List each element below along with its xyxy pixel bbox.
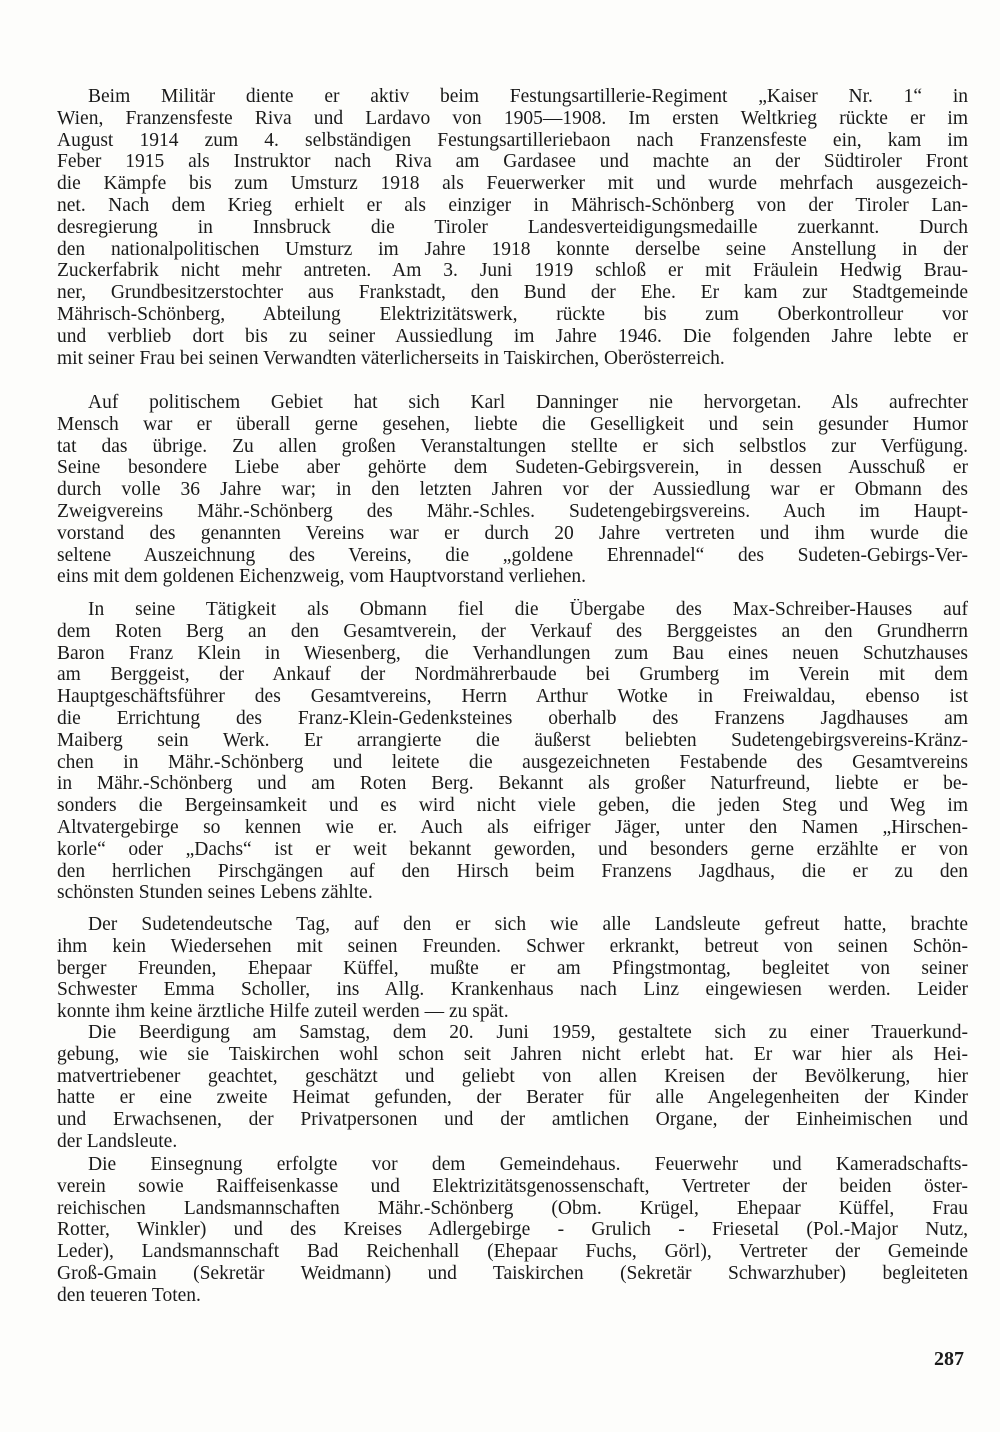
paragraph-military-career <box>57 86 968 369</box>
text-line: seltene Auszeichnung des Vereins, die „goldene Ehrennadel“ des Sudeten-Gebirgs-Ver- <box>57 544 968 566</box>
paragraph-consecration <box>57 1154 968 1307</box>
text-line: Maiberg sein Werk. Er arrangierte die äußerst beliebten Sudetengebirgsvereins-Kränz- <box>57 729 968 751</box>
text-line: in Mähr.-Schönberg und am Roten Berg. Bekannt als großer Naturfreund, liebte er be- <box>57 773 968 795</box>
text-line: ner, Grundbesitzerstochter aus Frankstadt, den Bund der Ehe. Er kam zur Stadtgemeinde <box>57 282 968 304</box>
text-line: Mensch war er überall gerne gesehen, liebte die Geselligkeit und sein gesunder Humor <box>57 413 968 435</box>
text-line: schönsten Stunden seines Lebens zählte. <box>57 882 373 904</box>
text-line: den nationalpolitischen Umsturz im Jahre 1918 konnte derselbe seine Anstellung in der <box>57 238 968 260</box>
text-line: tat das übrige. Zu allen großen Veranstaltungen stellte er sich selbstlos zur Verfügung. <box>57 435 968 457</box>
text-line: Zweigvereins Mähr.-Schönberg des Mähr.-Schles. Sudetengebirgsvereins. Auch im Haupt- <box>57 500 968 522</box>
text-line: Feber 1915 als Instruktor nach Riva am Gardasee und machte an der Südtiroler Front <box>57 151 968 173</box>
page-number: 287 <box>934 1348 964 1370</box>
text-line: Baron Franz Klein in Wiesenberg, die Verhandlungen zum Bau eines neuen Schutzhauses <box>57 642 968 664</box>
text-line: korle“ oder „Dachs“ ist er weit bekannt geworden, und besonders gerne erzählte er von <box>57 838 968 860</box>
text-line: desregierung in Innsbruck die Tiroler Landesverteidigungsmedaille zuerkannt. Durch <box>57 216 968 238</box>
text-line: mit seiner Frau bei seinen Verwandten väterlicherseits in Taiskirchen, Oberösterreich. <box>57 347 725 369</box>
text-line: die Errichtung des Franz-Klein-Gedenksteines oberhalb des Franzens Jagdhauses am <box>57 707 968 729</box>
text-line: Die Beerdigung am Samstag, dem 20. Juni 1959, gestaltete sich zu einer Trauerkund- <box>88 1022 968 1043</box>
text-line: berger Freunden, Ehepaar Küffel, mußte er am Pfingstmontag, begleitet von seiner <box>57 957 968 979</box>
text-line: Groß-Gmain (Sekretär Weidmann) und Taiskirchen (Sekretär Schwarzhuber) begleiteten <box>57 1262 968 1284</box>
text-line: Schwester Emma Scholler, ins Allg. Krankenhaus nach Linz eingewiesen werden. Leider <box>57 979 968 1001</box>
text-line: Zuckerfabrik nicht mehr antreten. Am 3. Juni 1919 schloß er mit Fräulein Hedwig Brau- <box>57 260 968 282</box>
text-line: und Erwachsenen, der Privatpersonen und der amtlichen Organe, der Einheimischen und <box>57 1109 968 1131</box>
text-line: den teueren Toten. <box>57 1284 201 1306</box>
paragraph-illness <box>57 914 968 1023</box>
text-line: hatte er eine zweite Heimat gefunden, der Berater für alle Angelegenheiten der Kinder <box>57 1087 968 1109</box>
text-line: am Berggeist, der Ankauf der Nordmährerbaude bei Grumberg im Verein mit dem <box>57 664 968 686</box>
text-line: gebung, wie sie Taiskirchen wohl schon seit Jahren nicht erlebt hat. Er war hier als Hei- <box>57 1043 968 1065</box>
text-line: ihm kein Wiedersehen mit seinen Freunden. Schwer erkrankt, betreut von seinen Schön- <box>57 935 968 957</box>
text-line: eins mit dem goldenen Eichenzweig, vom Hauptvorstand verliehen. <box>57 566 587 588</box>
text-line: Mährisch-Schönberg, Abteilung Elektrizitätswerk, rückte bis zum Oberkontrolleur vor <box>57 303 968 325</box>
text-line: Hauptgeschäftsführer des Gesamtvereins, Herrn Arthur Wotke in Freiwaldau, ebenso ist <box>57 686 968 708</box>
paragraph-funeral <box>57 1022 968 1153</box>
text-line: Altvatergebirge so kennen wie er. Auch als eifriger Jäger, unter den Namen „Hirschen- <box>57 816 968 838</box>
text-line: und verblieb dort bis zu seiner Aussiedlung im Jahre 1946. Die folgenden Jahre lebte er <box>57 325 968 347</box>
text-line: Wien, Franzensfeste Riva und Lardavo von 1905—1908. Im ersten Weltkrieg rückte er im <box>57 107 968 129</box>
text-line: Leder), Landsmannschaft Bad Reichenhall (Ehepaar Fuchs, Görl), Vertreter der Gemeinde <box>57 1241 968 1263</box>
text-line: Die Einsegnung erfolgte vor dem Gemeindehaus. Feuerwehr und Kameradschafts- <box>88 1154 968 1175</box>
text-line: August 1914 zum 4. selbständigen Festungsartilleriebaon nach Franzensfeste ein, kam im <box>57 129 968 151</box>
text-line: konnte ihm keine ärztliche Hilfe zuteil werden — zu spät. <box>57 1001 509 1023</box>
paragraph-club-activities <box>57 392 968 588</box>
text-line: net. Nach dem Krieg erhielt er als einziger in Mährisch-Schönberg von der Tiroler Lan- <box>57 194 968 216</box>
text-line: Beim Militär diente er aktiv beim Festungsartillerie-Regiment „Kaiser Nr. 1“ in <box>88 86 968 107</box>
text-line: die Kämpfe bis zum Umsturz 1918 als Feuerwerker mit und wurde mehrfach ausgezeich- <box>57 173 968 195</box>
text-line: dem Roten Berg an den Gesamtverein, der Verkauf des Berggeistes an den Grundherrn <box>57 620 968 642</box>
paragraph-chairman-work <box>57 599 968 904</box>
text-line: sonders die Bergeinsamkeit und es wird nicht viele geben, die jeden Steg und Weg im <box>57 795 968 817</box>
text-line: Seine besondere Liebe aber gehörte dem Sudeten-Gebirgsverein, in dessen Ausschuß er <box>57 457 968 479</box>
text-line: Der Sudetendeutsche Tag, auf den er sich wie alle Landsleute gefreut hatte, brachte <box>88 914 968 935</box>
text-line: vorstand des genannten Vereins war er durch 20 Jahre vertreten und ihm wurde die <box>57 522 968 544</box>
text-line: Auf politischem Gebiet hat sich Karl Danninger nie hervorgetan. Als aufrechter <box>88 392 968 413</box>
text-line: den herrlichen Pirschgängen auf den Hirsch beim Franzens Jagdhaus, die er zu den <box>57 860 968 882</box>
text-line: verein sowie Raiffeisenkasse und Elektrizitätsgenossenschaft, Vertreter der beiden öster- <box>57 1175 968 1197</box>
text-line: der Landsleute. <box>57 1130 178 1152</box>
text-line: chen in Mähr.-Schönberg und leitete die ausgezeichneten Festabende des Gesamtvereins <box>57 751 968 773</box>
text-line: reichischen Landsmannschaften Mähr.-Schönberg (Obm. Krügel, Ehepaar Küffel, Frau <box>57 1197 968 1219</box>
text-line: In seine Tätigkeit als Obmann fiel die Übergabe des Max-Schreiber-Hauses auf <box>88 599 968 620</box>
text-line: Rotter, Winkler) und des Kreises Adlergebirge - Grulich - Friesetal (Pol.-Major Nutz, <box>57 1219 968 1241</box>
text-line: durch volle 36 Jahre war; in den letzten Jahren vor der Aussiedlung war er Obmann des <box>57 479 968 501</box>
text-line: matvertriebener geachtet, geschätzt und geliebt von allen Kreisen der Bevölkerung, hier <box>57 1065 968 1087</box>
